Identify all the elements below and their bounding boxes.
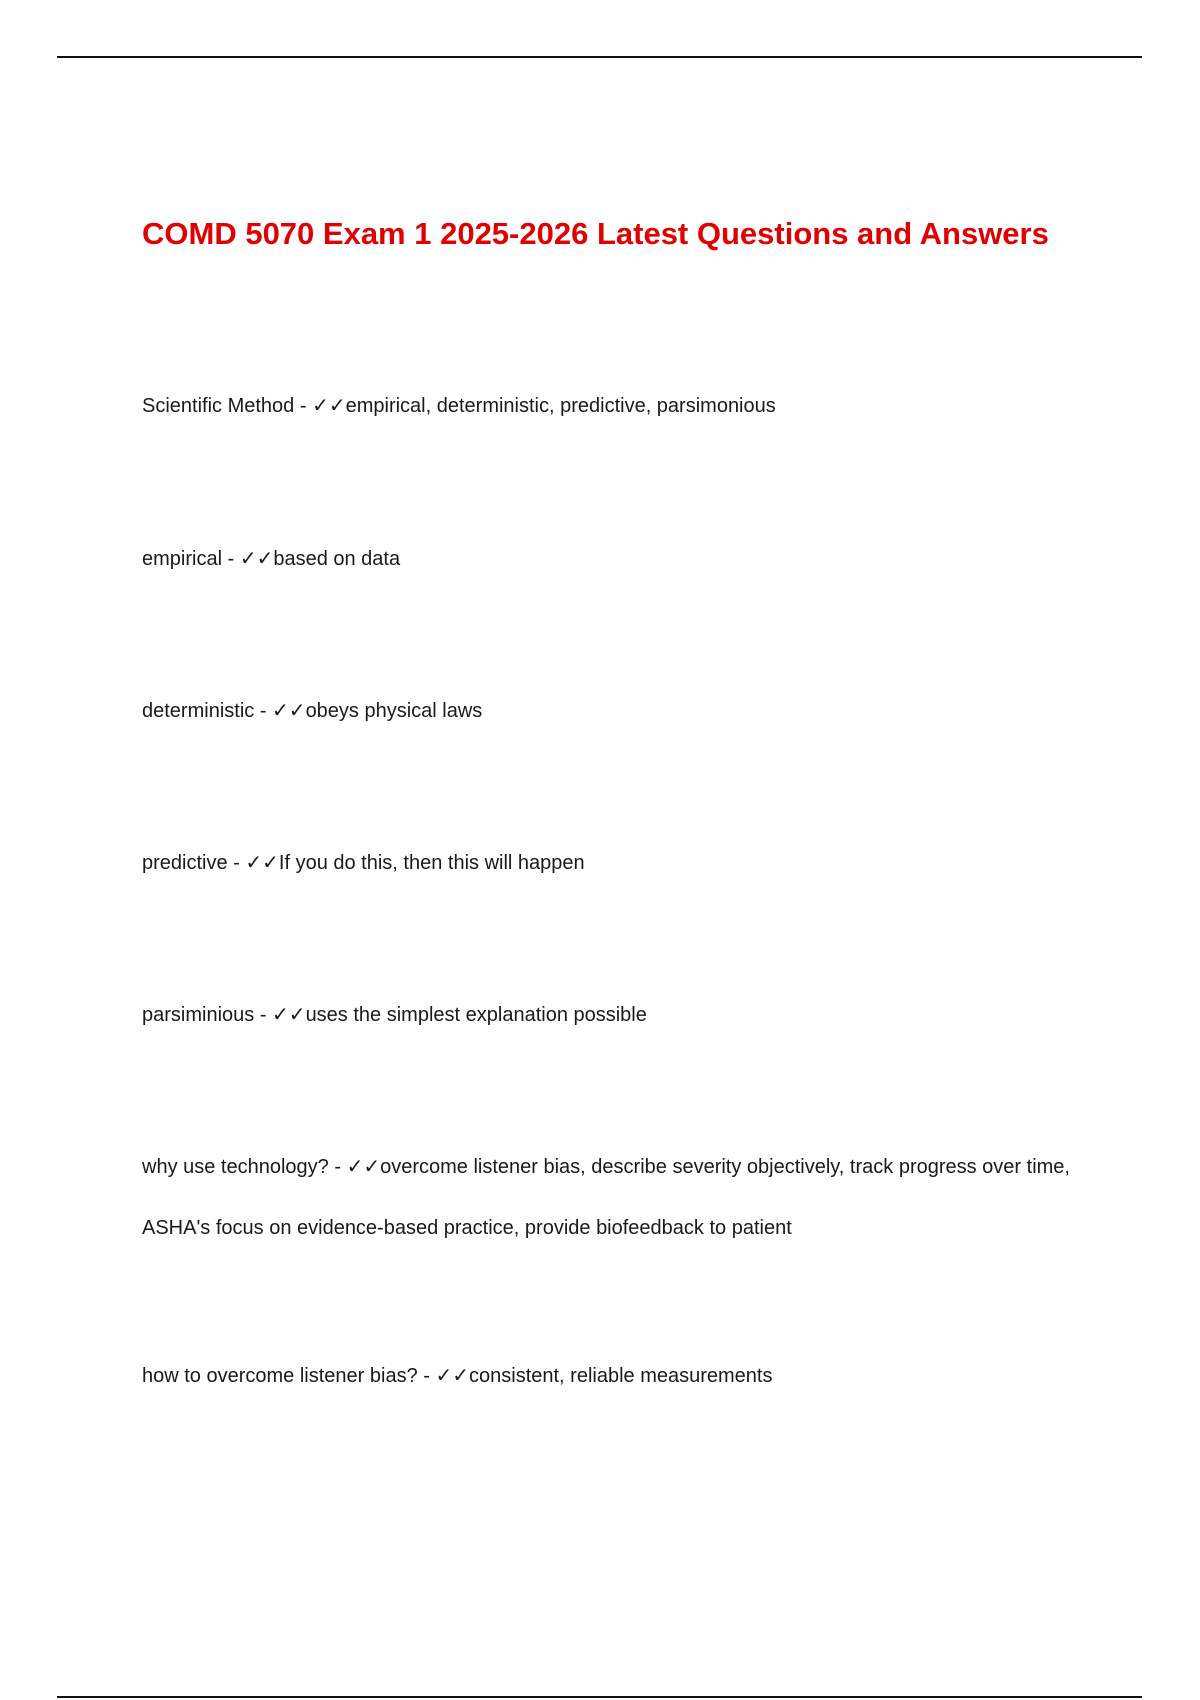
answer-text: uses the simplest explanation possible bbox=[305, 1004, 647, 1026]
answer-text: based on data bbox=[273, 548, 401, 570]
double-check-icon: ✓✓ bbox=[272, 1002, 306, 1026]
answer-text: consistent, reliable measurements bbox=[469, 1365, 773, 1387]
qa-entry-listener-bias bbox=[142, 1345, 1082, 1407]
qa-entry-why-use-technology bbox=[142, 1136, 1082, 1259]
answer-text: obeys physical laws bbox=[305, 700, 483, 722]
double-check-icon: ✓✓ bbox=[435, 1363, 469, 1387]
double-check-icon: ✓✓ bbox=[245, 850, 279, 874]
qa-entry-scientific-method bbox=[142, 375, 1082, 437]
answer-text: empirical, deterministic, predictive, parsimonious bbox=[345, 395, 776, 417]
question-term: deterministic bbox=[142, 700, 255, 722]
separator: - bbox=[294, 395, 313, 417]
qa-entry-empirical bbox=[142, 528, 1082, 590]
separator: - bbox=[417, 1365, 436, 1387]
separator: - bbox=[227, 852, 246, 874]
top-rule bbox=[57, 56, 1142, 58]
qa-entry-predictive bbox=[142, 832, 1082, 894]
qa-entry-deterministic bbox=[142, 680, 1082, 742]
question-term: predictive bbox=[142, 852, 228, 874]
double-check-icon: ✓✓ bbox=[239, 546, 274, 570]
separator: - bbox=[254, 700, 273, 722]
question-term: how to overcome listener bias? bbox=[142, 1365, 418, 1387]
question-term: Scientific Method bbox=[142, 395, 295, 417]
bottom-rule bbox=[57, 1696, 1142, 1698]
separator: - bbox=[328, 1156, 347, 1178]
answer-text: If you do this, then this will happen bbox=[278, 852, 585, 874]
question-term: why use technology? bbox=[142, 1156, 329, 1178]
answer-text: overcome listener bias, describe severity objectively, track progress over time, ASHA's focus on evidence-based practice, provide biofeedback to patient bbox=[142, 1156, 1070, 1239]
qa-entry-parsiminious bbox=[142, 984, 1082, 1046]
separator: - bbox=[254, 1004, 273, 1026]
double-check-icon: ✓✓ bbox=[312, 393, 346, 417]
double-check-icon: ✓✓ bbox=[346, 1154, 381, 1178]
double-check-icon: ✓✓ bbox=[272, 698, 306, 722]
page-title: COMD 5070 Exam 1 2025-2026 Latest Questions and Answers bbox=[142, 216, 1049, 251]
separator: - bbox=[222, 548, 240, 570]
question-term: empirical bbox=[142, 548, 223, 570]
question-term: parsiminious bbox=[142, 1004, 255, 1026]
